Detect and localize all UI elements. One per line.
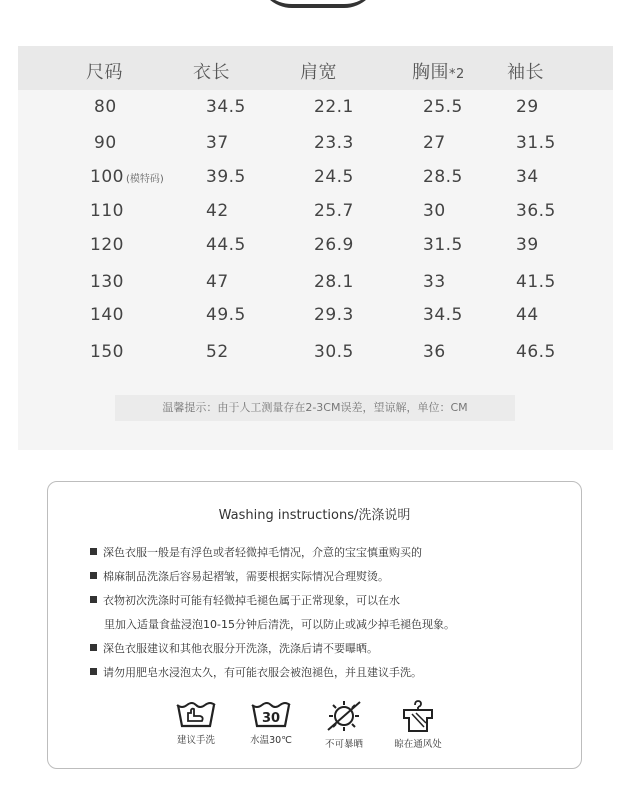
cell-size: 140	[90, 305, 124, 325]
bullet-square-icon	[90, 572, 97, 579]
shade-dry-icon	[396, 699, 440, 733]
header-size: 尺码	[86, 62, 123, 83]
size-chart-panel	[18, 46, 613, 450]
measurement-note: 温馨提示：由于人工测量存在2-3CM误差，望谅解，单位：CM	[115, 395, 515, 421]
cell-sleeve: 44	[516, 305, 539, 325]
no-sun-dry-icon	[322, 699, 366, 733]
cell-shoulder: 30.5	[314, 342, 354, 362]
cell-shoulder: 22.1	[314, 97, 354, 117]
instruction-item: 深色衣服一般是有浮色或者轻微掉毛情况，介意的宝宝慎重购买的	[90, 544, 422, 560]
hand-wash-icon	[174, 699, 218, 729]
wash-30-icon	[249, 699, 293, 729]
cell-length: 49.5	[206, 305, 246, 325]
cell-sleeve: 39	[516, 235, 539, 255]
cell-length: 47	[206, 272, 229, 292]
care-title: Washing instructions/洗涤说明	[218, 508, 411, 523]
model-size-note: (模特码)	[125, 174, 164, 185]
header-shoulder: 肩宽	[300, 62, 337, 83]
cell-sleeve: 36.5	[516, 201, 556, 221]
cell-size: 150	[90, 342, 124, 362]
cell-size: 120	[90, 235, 124, 255]
cell-size: 100 (模特码)	[90, 167, 164, 187]
cell-length: 37	[206, 133, 229, 153]
instruction-item: 衣物初次洗涤时可能有轻微掉毛褪色属于正常现象，可以在水	[90, 592, 400, 608]
cell-bust: 36	[423, 342, 446, 362]
header-bust: 胸围*2	[412, 62, 465, 83]
cell-sleeve: 34	[516, 167, 539, 187]
bullet-square-icon	[90, 596, 97, 603]
wash-temp-text: 30	[261, 711, 281, 726]
bullet-square-icon	[90, 668, 97, 675]
cell-length: 52	[206, 342, 229, 362]
cell-shoulder: 24.5	[314, 167, 354, 187]
cell-bust: 33	[423, 272, 446, 292]
size-chart-header	[18, 46, 613, 90]
header-length: 衣长	[193, 62, 230, 83]
cell-shoulder: 28.1	[314, 272, 354, 292]
cell-sleeve: 46.5	[516, 342, 556, 362]
cell-length: 44.5	[206, 235, 246, 255]
care-icon-label: 不可暴晒	[324, 739, 363, 750]
bullet-square-icon	[90, 548, 97, 555]
care-icon-no-sun	[314, 699, 374, 750]
cell-length: 42	[206, 201, 229, 221]
care-icon-label: 水温30℃	[250, 735, 292, 746]
washing-instructions-card	[47, 481, 582, 769]
cell-bust: 30	[423, 201, 446, 221]
cell-shoulder: 23.3	[314, 133, 354, 153]
cell-shoulder: 29.3	[314, 305, 354, 325]
cell-bust: 28.5	[423, 167, 463, 187]
cell-size: 90	[94, 133, 117, 153]
cell-length: 39.5	[206, 167, 246, 187]
care-icon-label: 晾在通风处	[394, 739, 442, 750]
cell-sleeve: 29	[516, 97, 539, 117]
care-icon-wash-30	[241, 699, 301, 746]
decorative-arc	[258, 0, 378, 8]
cell-bust: 25.5	[423, 97, 463, 117]
instruction-item: 请勿用肥皂水浸泡太久，有可能衣服会被泡褪色，并且建议手洗。	[90, 664, 422, 680]
care-icon-shade-dry	[388, 699, 448, 750]
bullet-square-icon	[90, 644, 97, 651]
cell-bust: 34.5	[423, 305, 463, 325]
cell-shoulder: 26.9	[314, 235, 354, 255]
cell-size: 80	[94, 97, 117, 117]
care-icon-label: 建议手洗	[176, 735, 215, 746]
care-icon-hand-wash	[166, 699, 226, 746]
instruction-item-continuation: 里加入适量食盐浸泡10-15分钟后清洗，可以防止或减少掉毛褪色现象。	[104, 618, 455, 631]
cell-sleeve: 41.5	[516, 272, 556, 292]
cell-size: 110	[90, 201, 124, 221]
instruction-item: 深色衣服建议和其他衣服分开洗涤，洗涤后请不要曝晒。	[90, 640, 378, 656]
header-sleeve: 袖长	[507, 62, 544, 83]
cell-sleeve: 31.5	[516, 133, 556, 153]
cell-bust: 31.5	[423, 235, 463, 255]
cell-size: 130	[90, 272, 124, 292]
cell-length: 34.5	[206, 97, 246, 117]
cell-bust: 27	[423, 133, 446, 153]
cell-shoulder: 25.7	[314, 201, 354, 221]
instruction-item: 棉麻制品洗涤后容易起褶皱，需要根据实际情况合理熨烫。	[90, 568, 389, 584]
